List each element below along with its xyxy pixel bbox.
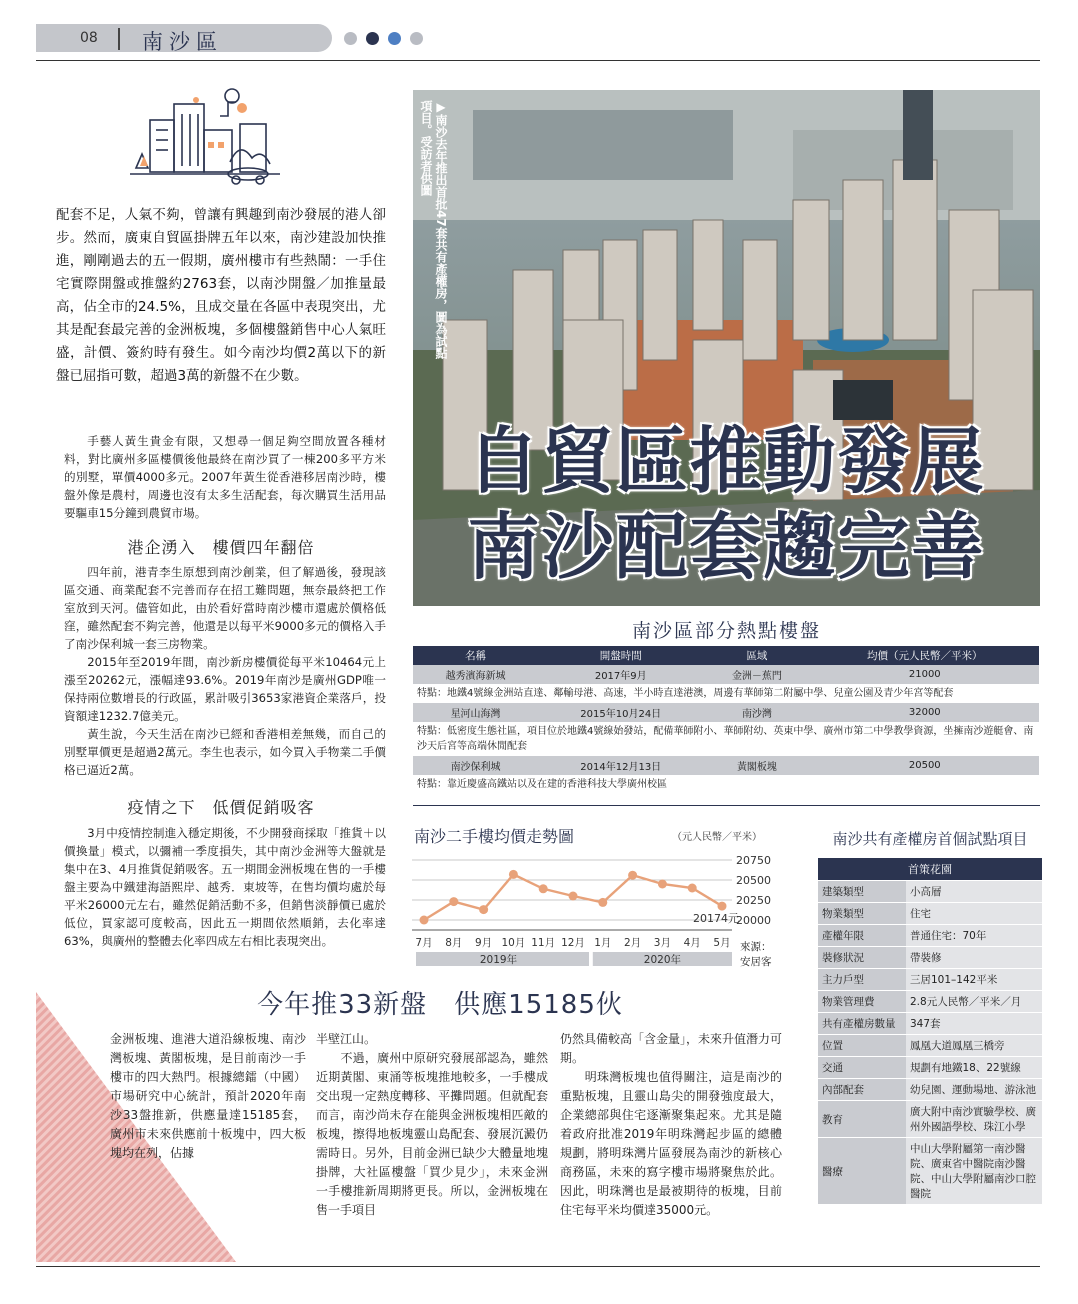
header-divider bbox=[118, 28, 120, 50]
table-header: 開盤時間 bbox=[538, 646, 703, 665]
pilot-field-value: 廣大附中南沙實驗學校、廣州外國語學校、珠江小學 bbox=[906, 1101, 1042, 1138]
table-row bbox=[818, 1057, 1042, 1079]
hot-property-table bbox=[413, 646, 1039, 794]
cell-note: 特點：靠近慶盛高鐵站以及在建的香港科技大學廣州校區 bbox=[413, 775, 1039, 794]
table-row bbox=[818, 991, 1042, 1013]
photo-caption: ▶南沙去年推出首批47套共有產權房，圖為試點項目。受訪者供圖 bbox=[419, 100, 448, 359]
cell-area: 南沙灣 bbox=[703, 703, 810, 722]
pilot-field-label: 物業管理費 bbox=[818, 991, 906, 1013]
pilot-field-label: 內部配套 bbox=[818, 1079, 906, 1101]
pilot-field-value: 普通住宅：70年 bbox=[906, 925, 1042, 947]
story-paragraph: 手藝人黃生貴金有限，又想尋一個足夠空間放置各種材料，對比廣州多區樓價後他最終在南沙買了一棟200多平方米的別墅，單價4000多元。2007年黃生從香港移居南沙時，樓盤外像是農村，周邊也沒有太多生活配套，每次購買生活用品要驅車15分鐘到農貿市場。 bbox=[64, 434, 386, 520]
year-label: 2019年 bbox=[479, 954, 518, 966]
cell-date: 2015年10月24日 bbox=[538, 703, 703, 722]
pilot-field-value: 中山大學附屬第一南沙醫院、廣東省中醫院南沙醫院、中山大學附屬南沙口腔醫院 bbox=[906, 1138, 1042, 1205]
y-tick-label: 20000 bbox=[736, 914, 771, 927]
table-row bbox=[818, 1101, 1042, 1138]
pilot-field-label: 教育 bbox=[818, 1101, 906, 1138]
pilot-name: 首策花園 bbox=[818, 858, 1042, 881]
x-tick-label: 9月 bbox=[475, 937, 493, 949]
pilot-field-value: 347套 bbox=[906, 1013, 1042, 1035]
chart-title: 南沙二手樓均價走勢圖 bbox=[414, 827, 575, 846]
pilot-field-label: 主力戶型 bbox=[818, 969, 906, 991]
cell-price: 20500 bbox=[811, 756, 1039, 775]
section-title: 南沙區 bbox=[142, 30, 223, 54]
story-paragraph: 3月中疫情控制進入穩定期後，不少開發商採取「推貨＋以價換量」模式，以彌補一季度損失，其中南沙金洲等大盤就是集中在3、4月推貨促銷吸客。五一期間金洲板塊在售的一手樓盤主要為中鐵建海語熙岸、越秀．東坡等，在售均價均處於每平米26000元左右，雖然促銷活動不多，但銷售淡靜價已處於低位，買家認可度較高，因此五一期間依然順銷，去化率達63%，與廣州的整體去化率四成左右相比表現突出。 bbox=[64, 826, 386, 948]
story-paragraph: 四年前，港青李生原想到南沙創業，但了解過後，發現該區交通、商業配套不完善而存在招工難問題，無奈最終把工作室放到天河。儘管如此，由於看好當時南沙樓市還處於價格低窪，雖然配套不夠完善，他還是以每平米9000多元的價格入手了南沙保利城一套三房物業。 bbox=[64, 565, 386, 651]
header-dot bbox=[410, 32, 423, 45]
table-header: 名稱 bbox=[413, 646, 538, 665]
table-row bbox=[818, 969, 1042, 991]
y-tick-label: 20750 bbox=[736, 854, 771, 867]
pilot-field-label: 共有產權房數量 bbox=[818, 1013, 906, 1035]
story-column: 半壁江山。 不過，廣州中原研究發展部認為，雖然近期黃閣、東涌等板塊推地較多，一手樓成交出現一定熱度轉移、平攤問題。但就配套而言，南沙尚未存在能與金洲板塊相匹敵的板塊，擦得地板塊靈山島配套、發展沉澱仍需時日。另外，目前金洲已缺少大體量地塊掛牌，大社區樓盤「買少見少」，未來金洲一手樓推新周期將更長。所以，金洲板塊在售一手項目 bbox=[316, 1032, 548, 1217]
story4-headline: 今年推33新盤 供應15185伙 bbox=[257, 990, 623, 1020]
header-dot bbox=[388, 32, 401, 45]
table-row bbox=[413, 665, 1039, 684]
chart-unit: （元人民幣／平米） bbox=[672, 832, 762, 843]
headline-line: 自貿區推動發展 bbox=[467, 419, 986, 503]
x-tick-label: 10月 bbox=[501, 937, 526, 949]
x-tick-label: 1月 bbox=[594, 937, 612, 949]
cell-name: 越秀濱海新城 bbox=[413, 665, 538, 684]
headline-line: 南沙配套趨完善 bbox=[467, 505, 986, 589]
cell-name: 星河山海灣 bbox=[413, 703, 538, 722]
data-point bbox=[479, 905, 488, 914]
pilot-field-label: 交通 bbox=[818, 1057, 906, 1079]
year-label: 2020年 bbox=[643, 954, 682, 966]
story-column: 仍然具備較高「含金量」，未來升值潛力可期。 明珠灣板塊也值得關注，這是南沙的重點板塊，且靈山島尖的開發強度最大，企業總部與住宅逐漸聚集起來。尤其是隨着政府批准2019年明珠灣起步區的總體規劃，將明珠灣片區發展為南沙的新核心商務區，未來的寫字樓市場將聚焦於此。因此，明珠灣也是最被期待的板塊，目前住宅每平米均價達35000元。 bbox=[560, 1032, 783, 1217]
data-point bbox=[598, 898, 607, 907]
table-header: 區域 bbox=[703, 646, 810, 665]
subheading-port-firms: 港企湧入 樓價四年翻倍 bbox=[127, 538, 315, 557]
data-point bbox=[718, 902, 727, 911]
cell-note: 特點：地鐵4號線金洲站直達、鄰輸母港、高速，半小時直達港澳，周邊有華師第二附屬中學、兒童公園及青少年宮等配套 bbox=[413, 684, 1039, 703]
data-point bbox=[628, 871, 637, 880]
pilot-field-value: 帶裝修 bbox=[906, 947, 1042, 969]
headline bbox=[413, 418, 1040, 590]
table-row bbox=[818, 1035, 1042, 1057]
table-header: 均價（元人民幣／平米） bbox=[811, 646, 1039, 665]
page-number: 08 bbox=[80, 30, 98, 46]
table-row bbox=[413, 703, 1039, 722]
cell-area: 金洲－蕉門 bbox=[703, 665, 810, 684]
pilot-field-label: 位置 bbox=[818, 1035, 906, 1057]
header-rule bbox=[36, 60, 1040, 61]
footer-rule bbox=[36, 1266, 1040, 1267]
cell-date: 2017年9月 bbox=[538, 665, 703, 684]
x-tick-label: 8月 bbox=[445, 937, 463, 949]
pilot-field-value: 三居101–142平米 bbox=[906, 969, 1042, 991]
pilot-field-label: 物業類型 bbox=[818, 903, 906, 925]
pilot-project-table bbox=[818, 858, 1042, 1205]
data-point bbox=[449, 897, 458, 906]
cell-date: 2014年12月13日 bbox=[538, 756, 703, 775]
x-tick-label: 11月 bbox=[531, 937, 556, 949]
pilot-field-label: 醫療 bbox=[818, 1138, 906, 1205]
table-row bbox=[818, 947, 1042, 969]
pilot-field-value: 小高層 bbox=[906, 881, 1042, 903]
data-point bbox=[688, 884, 697, 893]
cell-price: 21000 bbox=[811, 665, 1039, 684]
table-row bbox=[818, 881, 1042, 903]
table-row bbox=[818, 1138, 1042, 1205]
lede-paragraph: 配套不足，人氣不夠，曾讓有興趣到南沙發展的港人卻步。然而，廣東自貿區掛牌五年以來，南沙建設加快推進，剛剛過去的五一假期，廣州樓市有些熱鬧：一手住宅實際開盤或推盤約2763套，以南沙開盤／加推量最高，佔全市的24.5%，且成交量在各區中表現突出，尤其是配套最完善的金洲板塊，多個樓盤銷售中心人氣旺盛，計價、簽約時有發生。如今南沙均價2萬以下的新盤已屈指可數，超過3萬的新盤不在少數。 bbox=[56, 207, 386, 384]
x-tick-label: 7月 bbox=[415, 937, 433, 949]
story-block bbox=[64, 563, 386, 779]
header-dot bbox=[366, 32, 379, 45]
table-row bbox=[818, 925, 1042, 947]
hot-table-title: 南沙區部分熱點樓盤 bbox=[631, 620, 821, 642]
chart-source: 來源：安居客 bbox=[740, 941, 772, 968]
table-row bbox=[413, 756, 1039, 775]
data-point bbox=[420, 916, 429, 925]
pilot-field-value: 2.8元人民幣／平米／月 bbox=[906, 991, 1042, 1013]
table-row bbox=[818, 1013, 1042, 1035]
city-icon bbox=[130, 82, 280, 188]
x-tick-label: 5月 bbox=[713, 937, 731, 949]
pilot-field-value: 幼兒園、運動場地、游泳池 bbox=[906, 1079, 1042, 1101]
table-row bbox=[818, 1079, 1042, 1101]
story-paragraph: 2015年至2019年間，南沙新房樓價從每平米10464元上漲至20262元，漲幅達93.6%。2019年南沙是廣州GDP唯一保持兩位數增長的行政區，累計吸引3653家港資企業落戶，投資額達1232.7億美元。 bbox=[64, 655, 386, 723]
cell-area: 黃閣板塊 bbox=[703, 756, 810, 775]
data-point bbox=[658, 880, 667, 889]
y-tick-label: 20500 bbox=[736, 874, 771, 887]
story-paragraph: 黃生說，今天生活在南沙已經和香港相差無幾，而自己的別墅單價更是超過2萬元。李生也表示，如今買入手物業二手價格已逼近2萬。 bbox=[64, 727, 386, 777]
data-point bbox=[509, 870, 518, 879]
pilot-field-value: 規劃有地鐵18、22號線 bbox=[906, 1057, 1042, 1079]
x-tick-label: 2月 bbox=[624, 937, 642, 949]
x-tick-label: 12月 bbox=[561, 937, 585, 949]
cell-name: 南沙保利城 bbox=[413, 756, 538, 775]
cell-price: 32000 bbox=[811, 703, 1039, 722]
table-row bbox=[818, 903, 1042, 925]
y-tick-label: 20250 bbox=[736, 894, 771, 907]
data-point bbox=[539, 884, 548, 893]
pilot-field-label: 裝修狀況 bbox=[818, 947, 906, 969]
x-tick-label: 3月 bbox=[653, 937, 671, 949]
pilot-field-label: 建築類型 bbox=[818, 881, 906, 903]
pilot-field-value: 住宅 bbox=[906, 903, 1042, 925]
pilot-field-label: 產權年限 bbox=[818, 925, 906, 947]
header-dot bbox=[344, 32, 357, 45]
data-point bbox=[569, 892, 578, 901]
pilot-field-value: 鳳凰大道鳳凰三橋旁 bbox=[906, 1035, 1042, 1057]
cell-note: 特點：低密度生態社區，項目位於地鐵4號線始發站，配備華師附小、華師附幼、英東中學、廣州市第二中學教學資源，坐擁南沙遊艇會、南沙天后宮等高端休閒配套 bbox=[413, 722, 1039, 756]
x-tick-label: 4月 bbox=[683, 937, 701, 949]
data-label: 20174元 bbox=[693, 912, 739, 926]
pilot-title: 南沙共有產權房首個試點項目 bbox=[832, 830, 1028, 848]
subheading-epidemic: 疫情之下 低價促銷吸客 bbox=[127, 798, 315, 817]
story-column: 金洲板塊、進港大道沿線板塊、南沙灣板塊、黃閣板塊，是目前南沙一手樓市的四大熱門。根據總鐳（中國）市場研究中心統計，預計2020年南沙33盤推新，供應量達15185套，廣州市未來供應前十板塊中，四大板塊均在列，佔據 bbox=[110, 1032, 306, 1160]
table-bottom-rule bbox=[413, 805, 1040, 806]
